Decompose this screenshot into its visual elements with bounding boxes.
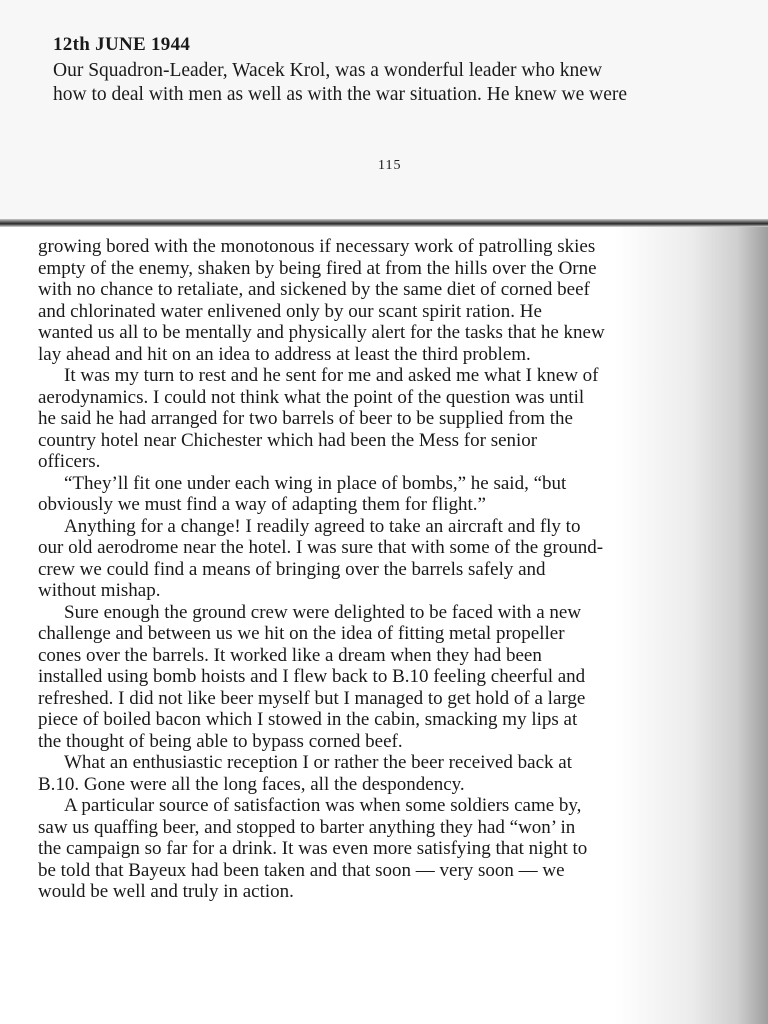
- body-text-line: growing bored with the monotonous if necessary work of patrolling skies: [38, 236, 596, 257]
- page-edge-divider: [0, 219, 768, 227]
- body-text-line: the campaign so far for a drink. It was even more satisfying that night to: [38, 838, 588, 859]
- body-text-line: Anything for a change! I readily agreed to take an aircraft and fly to: [64, 515, 581, 537]
- upper-text-line: how to deal with men as well as with the war situation. He knew we were: [53, 84, 628, 105]
- body-text-line: without mishap.: [38, 580, 161, 601]
- body-text-line: “They’ll fit one under each wing in place of bombs,” he said, “but: [64, 472, 567, 494]
- body-text-line: officers.: [38, 451, 101, 472]
- body-text-line: challenge and between us we hit on the idea of fitting metal propeller: [38, 623, 565, 644]
- body-text-line: Sure enough the ground crew were delighted to be faced with a new: [64, 601, 582, 623]
- upper-book-page: [0, 0, 768, 222]
- body-text-line: lay ahead and hit on an idea to address at least the third problem.: [38, 343, 531, 365]
- body-text-line: It was my turn to rest and he sent for me and asked me what I knew of: [64, 365, 599, 386]
- body-text-line: A particular source of satisfaction was when some soldiers came by,: [64, 795, 582, 816]
- body-text-line: wanted us all to be mentally and physically alert for the tasks that he knew: [38, 322, 605, 343]
- date-heading: 12th JUNE 1944: [53, 34, 191, 55]
- body-text-line: What an enthusiastic reception I or rather the beer received back at: [64, 752, 572, 773]
- body-text-line: B.10. Gone were all the long faces, all the despondency.: [38, 773, 465, 795]
- body-text-line: cones over the barrels. It worked like a dream when they had been: [38, 644, 542, 666]
- body-text-line: crew we could find a means of bringing over the barrels safely and: [38, 558, 546, 580]
- body-text-line: he said he had arranged for two barrels of beer to be supplied from the: [38, 408, 573, 429]
- body-text-line: empty of the enemy, shaken by being fired at from the hills over the Orne: [38, 257, 597, 279]
- body-text-line: saw us quaffing beer, and stopped to barter anything they had “won’ in: [38, 816, 576, 838]
- body-text-line: country hotel near Chichester which had been the Mess for senior: [38, 429, 538, 451]
- body-text-line: and chlorinated water enlivened only by our scant spirit ration. He: [38, 300, 542, 322]
- page-number: 115: [378, 158, 402, 173]
- body-text-line: obviously we must find a way of adapting them for flight.”: [38, 494, 486, 515]
- upper-text-line: Our Squadron-Leader, Wacek Krol, was a wonderful leader who knew: [53, 60, 603, 81]
- body-text-line: would be well and truly in action.: [38, 881, 294, 902]
- body-text-line: installed using bomb hoists and I flew back to B.10 feeling cheerful and: [38, 666, 586, 687]
- body-text: [38, 236, 738, 903]
- body-text-line: with no chance to retaliate, and sickened by the same diet of corned beef: [38, 279, 590, 300]
- body-text-line: the thought of being able to bypass corned beef.: [38, 730, 403, 752]
- body-text-line: our old aerodrome near the hotel. I was sure that with some of the ground-: [38, 537, 604, 558]
- body-text-line: aerodynamics. I could not think what the point of the question was until: [38, 386, 585, 408]
- body-text-line: refreshed. I did not like beer myself but I managed to get hold of a large: [38, 687, 586, 709]
- body-text-line: piece of boiled bacon which I stowed in the cabin, smacking my lips at: [38, 709, 578, 730]
- body-text-line: be told that Bayeux had been taken and that soon — very soon — we: [38, 859, 565, 881]
